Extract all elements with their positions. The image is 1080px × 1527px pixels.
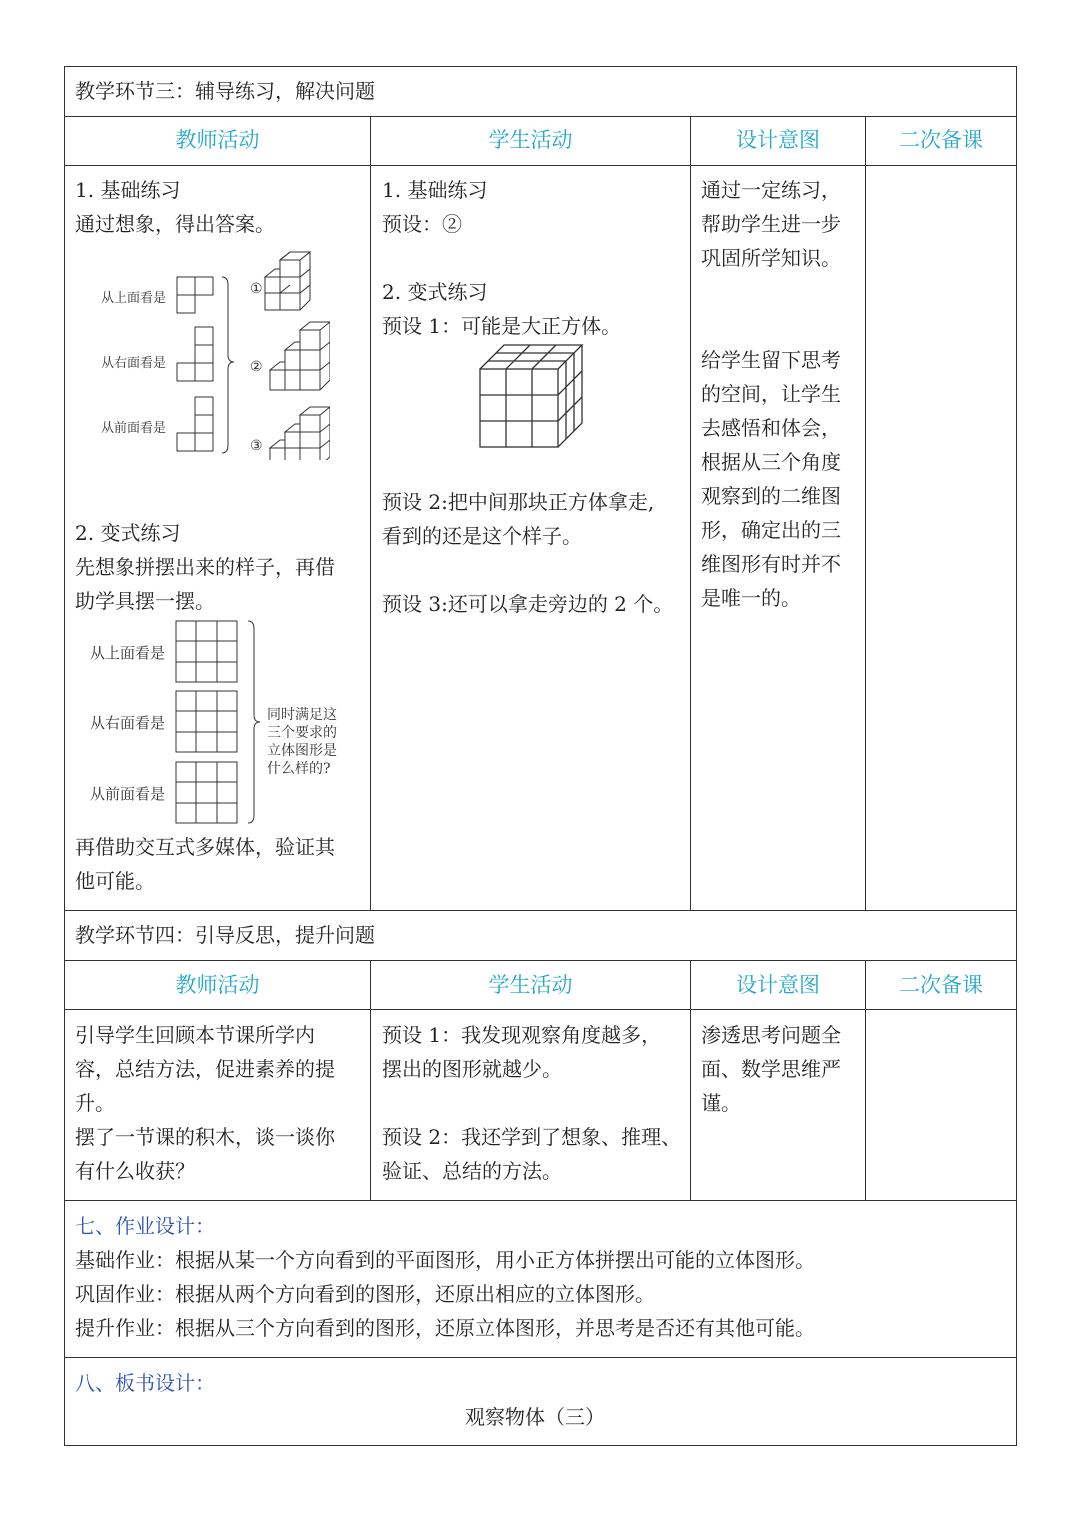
board-content: 观察物体（三）	[465, 1405, 605, 1429]
intent-line: 观察到的二维图	[701, 484, 841, 508]
fig2-note-2: 三个要求的	[267, 725, 337, 741]
fig1-option-3: ③	[250, 438, 263, 454]
teacher-variant-title: 2. 变式练习	[75, 521, 181, 545]
fig2-note-4: 什么样的?	[267, 761, 331, 777]
header-student-activity: 学生活动	[488, 973, 573, 997]
intent-line: 是唯一的。	[701, 586, 801, 610]
fig1-label-front: 从前面看是	[101, 421, 167, 436]
s4-intent-line: 谨。	[701, 1091, 741, 1115]
fig1-option-2: ②	[250, 359, 263, 375]
fig2-grids	[170, 615, 265, 830]
header-second-prep: 二次备课	[899, 973, 983, 997]
s4-teacher-line: 有什么收获？	[75, 1159, 195, 1183]
intent-line: 形，确定出的三	[701, 518, 841, 542]
teacher-verify-2: 他可能。	[75, 869, 155, 893]
homework-item: 提升作业：根据从三个方向看到的图形，还原立体图形，并思考是否还有其他可能。	[75, 1316, 815, 1340]
teacher-verify-1: 再借助交互式多媒体，验证其	[75, 835, 335, 859]
student-preset-2a: 预设 2:把中间那块正方体拿走,	[382, 490, 655, 514]
board-title: 八、板书设计：	[75, 1371, 215, 1395]
section4-title: 教学环节四：引导反思，提升问题	[75, 923, 375, 947]
fig2-note-3: 立体图形是	[267, 743, 337, 759]
teacher-basic-title: 1. 基础练习	[75, 178, 181, 202]
header-design-intent: 设计意图	[736, 973, 820, 997]
fig2-label-right: 从右面看是	[90, 714, 166, 732]
fig2-label-top: 从上面看是	[90, 644, 166, 662]
header-second-prep: 二次备课	[899, 128, 983, 152]
s4-student-line: 验证、总结的方法。	[382, 1159, 562, 1183]
student-variant-title: 2. 变式练习	[382, 280, 488, 304]
fig2-label-front: 从前面看是	[90, 785, 166, 803]
s4-intent-line: 渗透思考问题全	[701, 1023, 841, 1047]
homework-item: 基础作业：根据从某一个方向看到的平面图形，用小正方体拼摆出可能的立体图形。	[75, 1248, 815, 1272]
fig1-option-1: ①	[250, 281, 263, 297]
s4-teacher-line: 升。	[75, 1091, 115, 1115]
student-basic-answer: 预设：②	[382, 212, 462, 236]
header-teacher-activity: 教师活动	[175, 128, 260, 152]
s4-teacher-line: 摆了一节课的积木，谈一谈你	[75, 1125, 335, 1149]
intent-line: 帮助学生进一步	[701, 212, 841, 236]
fig1-label-right: 从右面看是	[101, 356, 167, 371]
intent-line: 的空间，让学生	[701, 382, 841, 406]
homework-title: 七、作业设计：	[75, 1214, 215, 1238]
section3-title: 教学环节三：辅导练习，解决问题	[75, 79, 375, 103]
fig2-note-1: 同时满足这	[267, 707, 337, 723]
header-design-intent: 设计意图	[736, 128, 820, 152]
intent-line: 根据从三个角度	[701, 450, 841, 474]
intent-line: 巩固所学知识。	[701, 246, 841, 270]
student-preset-2b: 看到的还是这个样子。	[382, 524, 582, 548]
homework-item: 巩固作业：根据从两个方向看到的图形，还原出相应的立体图形。	[75, 1282, 655, 1306]
intent-line: 给学生留下思考	[701, 348, 841, 372]
student-preset-1: 预设 1：可能是大正方体。	[382, 314, 622, 338]
intent-line: 通过一定练习，	[701, 178, 841, 202]
s4-student-line: 预设 1：我发现观察角度越多，	[382, 1023, 662, 1047]
intent-line: 去感悟和体会，	[701, 416, 841, 440]
fig1-drawing	[170, 240, 330, 460]
intent-line: 维图形有时并不	[701, 552, 841, 576]
fig1-label-top: 从上面看是	[101, 291, 167, 306]
student-basic-title: 1. 基础练习	[382, 178, 488, 202]
large-cube-figure	[478, 343, 586, 451]
s4-teacher-line: 引导学生回顾本节课所学内	[75, 1023, 315, 1047]
s4-student-line: 摆出的图形就越少。	[382, 1057, 562, 1081]
s4-student-line: 预设 2：我还学到了想象、推理、	[382, 1125, 682, 1149]
teacher-variant-desc-1: 先想象拼摆出来的样子，再借	[75, 555, 335, 579]
teacher-basic-desc: 通过想象，得出答案。	[75, 212, 275, 236]
header-teacher-activity: 教师活动	[175, 973, 260, 997]
s4-teacher-line: 容，总结方法，促进素养的提	[75, 1057, 335, 1081]
header-student-activity: 学生活动	[488, 128, 573, 152]
s4-intent-line: 面、数学思维严	[701, 1057, 841, 1081]
teacher-variant-desc-2: 助学具摆一摆。	[75, 589, 215, 613]
student-preset-3: 预设 3:还可以拿走旁边的 2 个。	[382, 592, 674, 616]
